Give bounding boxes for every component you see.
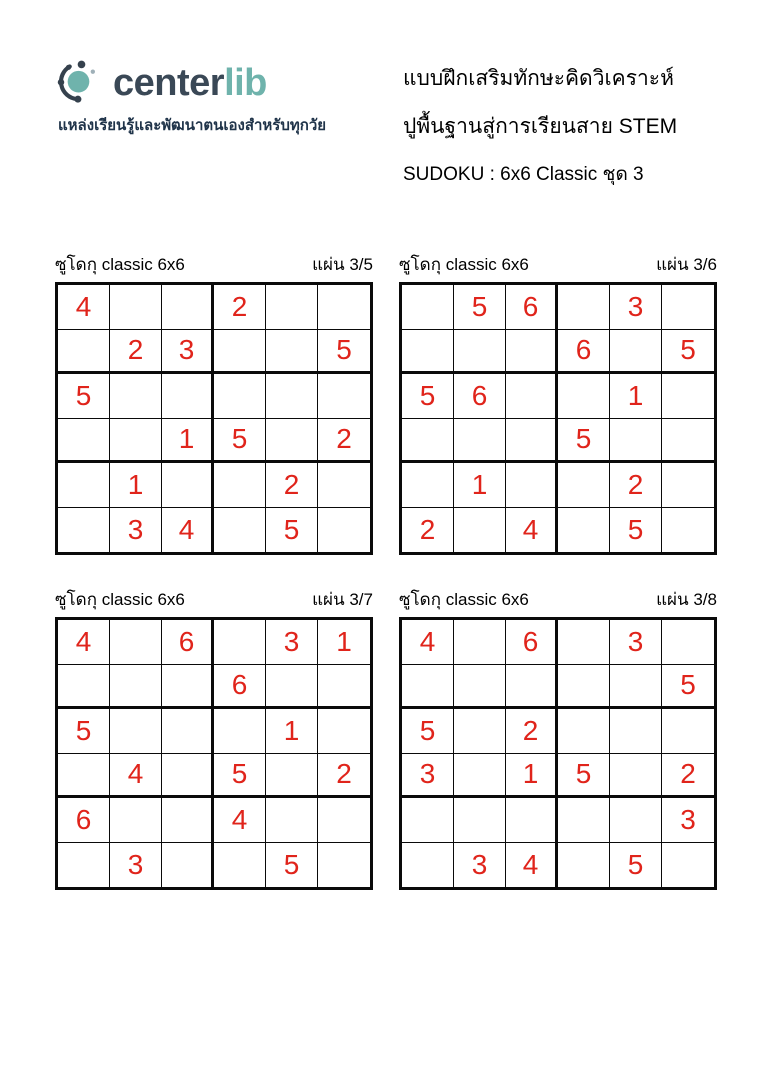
sudoku-cell-r1c3: 6 [506, 285, 558, 330]
sudoku-cell-r3c2 [110, 709, 162, 754]
sudoku-cell-r1c2 [110, 620, 162, 665]
sudoku-cell-r6c5: 5 [610, 843, 662, 888]
sudoku-cell-r5c1 [58, 463, 110, 508]
sudoku-cell-r4c4: 5 [558, 754, 610, 799]
sudoku-cell-r4c1 [58, 754, 110, 799]
puzzle-4-title: ซูโดกุ classic 6x6 [399, 590, 529, 609]
header-line-3: SUDOKU : 6x6 Classic ชุด 3 [403, 164, 644, 185]
sudoku-cell-r1c4: 2 [214, 285, 266, 330]
sudoku-cell-r5c2 [110, 798, 162, 843]
sudoku-cell-r2c2 [110, 665, 162, 710]
sudoku-cell-r3c5 [266, 374, 318, 419]
sudoku-puzzle-1 [55, 255, 373, 555]
logo-row [56, 52, 356, 108]
sudoku-cell-r1c5 [266, 285, 318, 330]
sudoku-cell-r1c2 [110, 285, 162, 330]
sudoku-puzzle-3 [55, 590, 373, 890]
sudoku-cell-r4c4: 5 [214, 754, 266, 799]
sudoku-cell-r2c2 [454, 665, 506, 710]
sudoku-cell-r5c1: 6 [58, 798, 110, 843]
sudoku-cell-r4c3 [162, 754, 214, 799]
sudoku-cell-r3c1: 5 [402, 709, 454, 754]
sudoku-cell-r3c6 [662, 374, 714, 419]
sudoku-cell-r3c2 [454, 709, 506, 754]
sudoku-cell-r1c2 [454, 620, 506, 665]
puzzle-1-sheet-label: แผ่น 3/5 [312, 255, 373, 274]
puzzle-1-header [55, 255, 373, 278]
sudoku-cell-r2c1 [402, 665, 454, 710]
logo-wordmark [113, 58, 267, 102]
sudoku-cell-r1c5: 3 [266, 620, 318, 665]
sudoku-cell-r3c5: 1 [266, 709, 318, 754]
sudoku-cell-r4c3 [506, 419, 558, 464]
logo-text-center: center [113, 62, 225, 104]
sudoku-cell-r5c2 [454, 798, 506, 843]
sudoku-cell-r3c6 [318, 374, 370, 419]
puzzle-2-title: ซูโดกุ classic 6x6 [399, 255, 529, 274]
sudoku-cell-r3c4 [214, 374, 266, 419]
sudoku-cell-r1c3: 6 [162, 620, 214, 665]
sudoku-cell-r3c2: 6 [454, 374, 506, 419]
sudoku-cell-r4c2: 4 [110, 754, 162, 799]
sudoku-cell-r6c1: 2 [402, 508, 454, 553]
sudoku-cell-r4c5 [266, 419, 318, 464]
sudoku-cell-r4c1 [402, 419, 454, 464]
sudoku-cell-r6c4 [558, 843, 610, 888]
sudoku-cell-r6c5: 5 [610, 508, 662, 553]
sudoku-cell-r4c5 [610, 419, 662, 464]
sudoku-cell-r1c4 [214, 620, 266, 665]
sudoku-cell-r4c6: 2 [662, 754, 714, 799]
sudoku-cell-r3c3 [506, 374, 558, 419]
sudoku-cell-r1c5: 3 [610, 620, 662, 665]
sudoku-cell-r2c4 [558, 665, 610, 710]
sudoku-cell-r2c6: 5 [318, 330, 370, 375]
sudoku-cell-r4c2 [110, 419, 162, 464]
sudoku-cell-r6c1 [58, 508, 110, 553]
puzzle-2-sheet-label: แผ่น 3/6 [656, 255, 717, 274]
sudoku-cell-r2c3: 3 [162, 330, 214, 375]
sudoku-grid-4 [399, 617, 717, 890]
sudoku-cell-r3c5: 1 [610, 374, 662, 419]
sudoku-cell-r3c6 [662, 709, 714, 754]
sudoku-cell-r4c5 [610, 754, 662, 799]
centerlib-logo [56, 52, 356, 136]
sudoku-cell-r5c3 [162, 798, 214, 843]
puzzle-2-header [399, 255, 717, 278]
sudoku-cell-r6c6 [318, 843, 370, 888]
sudoku-cell-r3c4 [558, 709, 610, 754]
sudoku-cell-r6c6 [662, 843, 714, 888]
sudoku-cell-r1c6 [662, 620, 714, 665]
sudoku-cell-r1c4 [558, 620, 610, 665]
sudoku-cell-r2c3 [162, 665, 214, 710]
sudoku-cell-r2c1 [402, 330, 454, 375]
sudoku-cell-r6c3: 4 [162, 508, 214, 553]
sudoku-cell-r2c2 [454, 330, 506, 375]
sudoku-cell-r4c1: 3 [402, 754, 454, 799]
sudoku-grid-2 [399, 282, 717, 555]
sudoku-cell-r5c4: 4 [214, 798, 266, 843]
sudoku-cell-r2c6 [318, 665, 370, 710]
sudoku-cell-r1c3 [162, 285, 214, 330]
sudoku-cell-r2c3 [506, 330, 558, 375]
sudoku-cell-r1c5: 3 [610, 285, 662, 330]
sudoku-cell-r1c1: 4 [402, 620, 454, 665]
sudoku-cell-r1c6: 1 [318, 620, 370, 665]
sudoku-cell-r1c6 [318, 285, 370, 330]
sudoku-cell-r6c3: 4 [506, 843, 558, 888]
sudoku-cell-r5c6 [662, 463, 714, 508]
sudoku-cell-r6c1 [402, 843, 454, 888]
sudoku-cell-r5c4 [214, 463, 266, 508]
sudoku-cell-r1c6 [662, 285, 714, 330]
sudoku-cell-r5c5 [610, 798, 662, 843]
sudoku-cell-r5c4 [558, 463, 610, 508]
sudoku-cell-r4c6: 2 [318, 754, 370, 799]
sudoku-cell-r1c3: 6 [506, 620, 558, 665]
sudoku-cell-r3c5 [610, 709, 662, 754]
sudoku-cell-r2c4: 6 [558, 330, 610, 375]
sudoku-cell-r2c5 [610, 665, 662, 710]
sudoku-cell-r4c6: 2 [318, 419, 370, 464]
sudoku-cell-r4c2 [454, 754, 506, 799]
sudoku-cell-r4c1 [58, 419, 110, 464]
sudoku-cell-r5c3 [506, 798, 558, 843]
sudoku-cell-r3c4 [214, 709, 266, 754]
puzzle-4-header [399, 590, 717, 613]
sudoku-cell-r1c1: 4 [58, 285, 110, 330]
sudoku-cell-r6c2 [454, 508, 506, 553]
sudoku-cell-r4c2 [454, 419, 506, 464]
sudoku-cell-r4c3: 1 [162, 419, 214, 464]
sudoku-cell-r3c6 [318, 709, 370, 754]
sudoku-cell-r5c2: 1 [110, 463, 162, 508]
sudoku-cell-r5c5: 2 [266, 463, 318, 508]
sudoku-cell-r2c5 [266, 330, 318, 375]
sudoku-cell-r3c3 [162, 709, 214, 754]
sudoku-cell-r1c2: 5 [454, 285, 506, 330]
sudoku-cell-r5c1 [402, 463, 454, 508]
sudoku-cell-r3c4 [558, 374, 610, 419]
sudoku-cell-r2c3 [506, 665, 558, 710]
logo-text-lib: lib [224, 62, 267, 104]
sudoku-cell-r2c5 [610, 330, 662, 375]
sudoku-cell-r3c2 [110, 374, 162, 419]
sudoku-cell-r5c4 [558, 798, 610, 843]
sudoku-cell-r5c2: 1 [454, 463, 506, 508]
sudoku-cell-r3c3 [162, 374, 214, 419]
puzzle-3-header [55, 590, 373, 613]
sudoku-cell-r4c5 [266, 754, 318, 799]
sudoku-cell-r6c2: 3 [110, 508, 162, 553]
sudoku-cell-r5c5: 2 [610, 463, 662, 508]
sudoku-cell-r3c3: 2 [506, 709, 558, 754]
sudoku-cell-r1c1 [402, 285, 454, 330]
sudoku-puzzle-4 [399, 590, 717, 890]
sudoku-cell-r4c6 [662, 419, 714, 464]
puzzle-4-sheet-label: แผ่น 3/8 [656, 590, 717, 609]
sudoku-cell-r3c1: 5 [58, 374, 110, 419]
sudoku-cell-r5c6: 3 [662, 798, 714, 843]
sudoku-cell-r5c6 [318, 798, 370, 843]
puzzle-3-sheet-label: แผ่น 3/7 [312, 590, 373, 609]
sudoku-cell-r3c1: 5 [402, 374, 454, 419]
sudoku-cell-r6c6 [318, 508, 370, 553]
centerlib-logo-icon [56, 52, 106, 108]
sudoku-cell-r5c3 [506, 463, 558, 508]
sudoku-grid-1 [55, 282, 373, 555]
sudoku-cell-r2c4 [214, 330, 266, 375]
sudoku-cell-r6c5: 5 [266, 508, 318, 553]
sudoku-cell-r5c1 [402, 798, 454, 843]
sudoku-cell-r4c3: 1 [506, 754, 558, 799]
sudoku-cell-r2c6: 5 [662, 330, 714, 375]
sudoku-cell-r6c4 [214, 508, 266, 553]
sudoku-cell-r3c1: 5 [58, 709, 110, 754]
sudoku-grid-3 [55, 617, 373, 890]
sudoku-cell-r6c6 [662, 508, 714, 553]
sudoku-cell-r6c5: 5 [266, 843, 318, 888]
header-line-1: แบบฝึกเสริมทักษะคิดวิเคราะห์ [403, 67, 674, 90]
sudoku-cell-r6c2: 3 [454, 843, 506, 888]
sudoku-cell-r6c3: 4 [506, 508, 558, 553]
sudoku-cell-r2c5 [266, 665, 318, 710]
sudoku-cell-r2c1 [58, 665, 110, 710]
sudoku-cell-r1c1: 4 [58, 620, 110, 665]
sudoku-cell-r2c2: 2 [110, 330, 162, 375]
sudoku-cell-r6c2: 3 [110, 843, 162, 888]
sudoku-cell-r5c6 [318, 463, 370, 508]
sudoku-cell-r5c5 [266, 798, 318, 843]
sudoku-cell-r2c6: 5 [662, 665, 714, 710]
logo-tagline: แหล่งเรียนรู้และพัฒนาตนเองสำหรับทุกวัย [58, 117, 327, 134]
sudoku-cell-r6c1 [58, 843, 110, 888]
sudoku-cell-r6c4 [558, 508, 610, 553]
header-line-2: ปูพื้นฐานสู่การเรียนสาย STEM [403, 115, 678, 138]
sudoku-cell-r4c4: 5 [558, 419, 610, 464]
puzzle-1-title: ซูโดกุ classic 6x6 [55, 255, 185, 274]
sudoku-puzzle-2 [399, 255, 717, 555]
puzzle-3-title: ซูโดกุ classic 6x6 [55, 590, 185, 609]
sudoku-cell-r6c3 [162, 843, 214, 888]
sudoku-cell-r5c3 [162, 463, 214, 508]
sudoku-cell-r2c4: 6 [214, 665, 266, 710]
sudoku-cell-r4c4: 5 [214, 419, 266, 464]
sudoku-cell-r1c4 [558, 285, 610, 330]
sudoku-cell-r2c1 [58, 330, 110, 375]
sudoku-cell-r6c4 [214, 843, 266, 888]
